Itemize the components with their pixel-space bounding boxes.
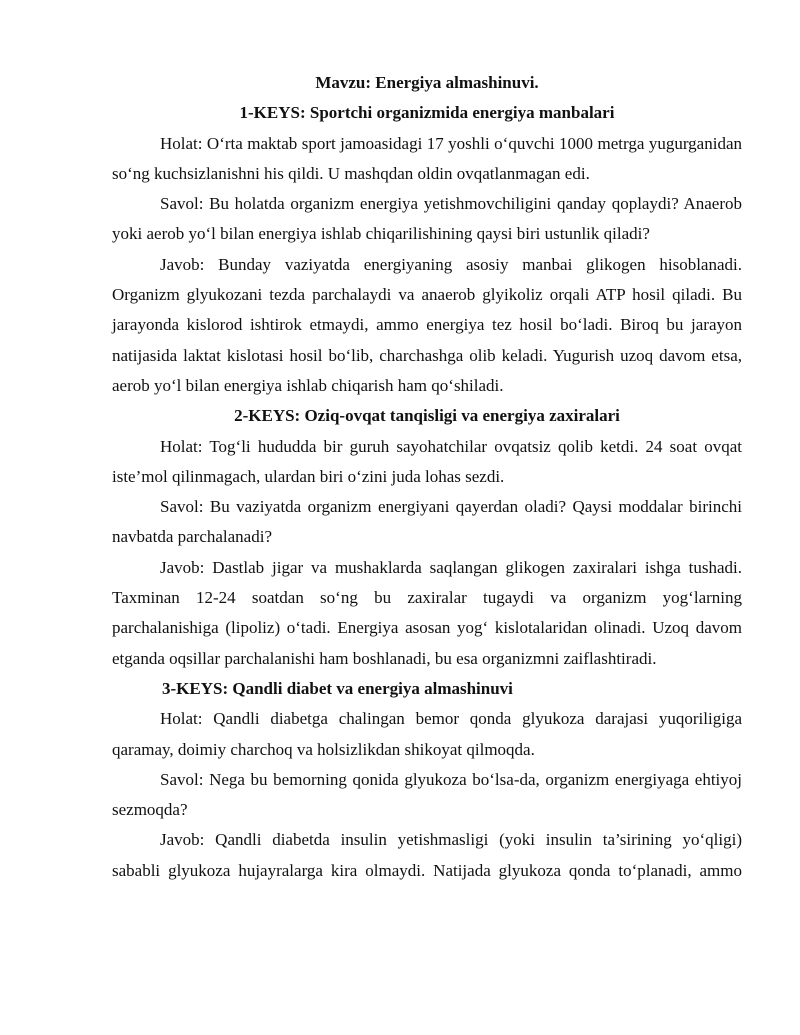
case-2-heading: 2-KEYS: Oziq-ovqat tanqisligi va energiya zaxiralari xyxy=(234,406,620,426)
case-2-savol: Savol: Bu vaziyatda organizm energiyani qayerdan oladi? Qaysi moddalar birinchi navbatda parchalanadi? xyxy=(112,497,742,547)
case-2-javob: Javob: Dastlab jigar va mushaklarda saqlangan glikogen zaxiralari ishga tushadi. Taxminan 12-24 soatdan so‘ng bu zaxiralar tugaydi va organizm yog‘larning parchalanishiga (lipoliz) o‘tadi. Energiya asosan yog‘ kislotalaridan olinadi. Uzoq davom etganda oqsillar parchalanishi ham boshlanadi, bu esa organizmni zaiflashtiradi. xyxy=(112,557,742,668)
case-3-javob: Javob: Qandli diabetda insulin yetishmasligi (yoki insulin ta’sirining yo‘qligi) sababli glyukoza hujayralarga kira olmaydi. Natijada glyukoza qonda to‘planadi, ammo xyxy=(112,830,742,880)
case-1-javob: Javob: Bunday vaziyatda energiyaning asosiy manbai glikogen hisoblanadi. Organizm glyukozani tezda parchalaydi va anaerob glyikoliz orqali ATP hosil qiladi. Bu jarayonda kislorod ishtirok etmaydi, ammo energiya tez hosil bo‘ladi. Biroq bu jarayon natijasida laktat kislotasi hosil bo‘lib, charchashga olib keladi. Yugurish uzoq davom etsa, aerob yo‘l bilan energiya ishlab chiqarish ham qo‘shiladi. xyxy=(112,254,742,395)
case-1-savol: Savol: Bu holatda organizm energiya yetishmovchiligini qanday qoplaydi? Anaerob yoki aerob yo‘l bilan energiya ishlab chiqarilishining qaysi biri ustunlik qiladi? xyxy=(112,194,742,244)
document-title: Mavzu: Energiya almashinuvi. xyxy=(315,73,539,92)
case-3-heading: 3-KEYS: Qandli diabet va energiya almashinuvi xyxy=(162,678,513,698)
case-2-holat: Holat: Tog‘li hududda bir guruh sayohatchilar ovqatsiz qolib ketdi. 24 soat ovqat iste’mol qilinmagach, ulardan biri o‘zini juda lohas sezdi. xyxy=(112,436,742,486)
case-1-holat: Holat: O‘rta maktab sport jamoasidagi 17 yoshli o‘quvchi 1000 metrga yugurganidan so‘ng kuchsizlanishni his qildi. U mashqdan oldin ovqatlanmagan edi. xyxy=(112,133,742,183)
case-1-heading: 1-KEYS: Sportchi organizmida energiya manbalari xyxy=(239,103,615,123)
case-3-savol: Savol: Nega bu bemorning qonida glyukoza bo‘lsa-da, organizm energiyaga ehtiyoj sezmoqda? xyxy=(112,769,742,820)
case-3-holat: Holat: Qandli diabetga chalingan bemor qonda glyukoza darajasi yuqoriligiga qaramay, doimiy charchoq va holsizlikdan shikoyat qilmoqda. xyxy=(112,709,742,759)
document-page xyxy=(112,68,742,886)
